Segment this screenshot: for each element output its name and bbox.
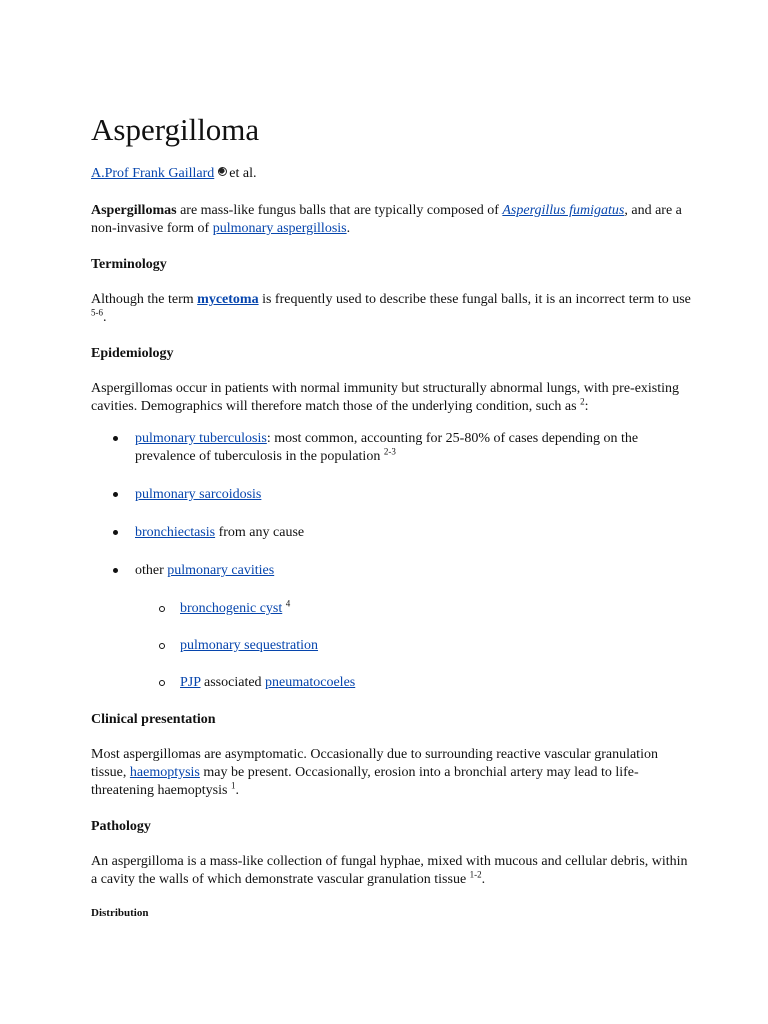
- terminology-paragraph: [91, 291, 691, 327]
- heading-clinical-presentation: Clinical presentation: [91, 712, 216, 727]
- link-pulmonary-aspergillosis[interactable]: pulmonary aspergillosis: [212, 221, 347, 236]
- list-item: [91, 562, 691, 692]
- clinical-text: .: [235, 783, 239, 798]
- reference-marker[interactable]: 1: [230, 780, 236, 791]
- list-item: [91, 486, 691, 504]
- link-pulmonary-sarcoidosis[interactable]: pulmonary sarcoidosis: [135, 487, 262, 502]
- list-item: [135, 637, 691, 655]
- clinical-text: Most aspergillomas are asymptomatic. Occasionally due to surrounding reactive vascular granulation tissue,: [91, 747, 658, 780]
- heading-terminology: Terminology: [91, 257, 167, 272]
- bullet-icon: [113, 530, 118, 535]
- intro-text: , and are a non-invasive form of: [91, 203, 682, 236]
- terminology-text: Although the term: [91, 292, 198, 307]
- reference-marker[interactable]: 1-2: [469, 869, 482, 880]
- reference-marker[interactable]: 4: [285, 598, 291, 609]
- user-icon: [218, 167, 227, 176]
- circle-bullet-icon: [159, 606, 165, 612]
- list-item: [91, 430, 691, 466]
- intro-bold-term: Aspergillomas: [91, 203, 177, 218]
- link-pulmonary-tuberculosis[interactable]: pulmonary tuberculosis: [135, 431, 267, 446]
- terminology-text: is frequently used to describe these fungal balls, it is an incorrect term to use: [258, 292, 691, 307]
- list-item: [135, 674, 691, 692]
- list-item-text: other: [135, 563, 168, 578]
- link-haemoptysis[interactable]: haemoptysis: [129, 765, 200, 780]
- page-title: Aspergilloma: [91, 112, 260, 147]
- list-item-text: from any cause: [215, 525, 305, 540]
- epidemiology-text: :: [584, 399, 589, 414]
- author-line: [91, 165, 691, 183]
- cavity-sublist: [135, 600, 691, 692]
- pathology-paragraph: [91, 853, 691, 889]
- intro-text: are mass-like fungus balls that are typically composed of: [176, 203, 503, 218]
- list-item: [91, 524, 691, 542]
- terminology-text: .: [103, 310, 107, 325]
- heading-pathology: Pathology: [91, 819, 151, 834]
- reference-marker[interactable]: 2: [580, 396, 585, 407]
- link-label: Aspergillus fumigatus: [502, 203, 625, 218]
- cause-list: [91, 430, 691, 692]
- reference-marker[interactable]: 2-3: [383, 446, 396, 457]
- bullet-icon: [113, 568, 118, 573]
- intro-paragraph: [91, 202, 691, 238]
- link-pulmonary-sequestration[interactable]: pulmonary sequestration: [180, 638, 319, 653]
- heading-distribution: Distribution: [91, 907, 149, 919]
- intro-text: .: [346, 221, 351, 236]
- link-aspergillus-fumigatus[interactable]: [502, 203, 624, 218]
- circle-bullet-icon: [159, 643, 165, 649]
- link-pulmonary-cavities[interactable]: pulmonary cavities: [167, 563, 275, 578]
- pathology-text: An aspergilloma is a mass-like collection of fungal hyphae, mixed with mucous and cellular debris, within a cavity the walls of which demonstrate vascular granulation tissue: [91, 854, 688, 887]
- clinical-text: may be present. Occasionally, erosion into a bronchial artery may lead to life-threatening haemoptysis: [91, 765, 639, 798]
- link-bronchogenic-cyst[interactable]: bronchogenic cyst: [180, 601, 283, 616]
- clinical-paragraph: [91, 746, 691, 800]
- list-item-text: associated: [200, 675, 266, 690]
- author-suffix: et al.: [229, 166, 257, 181]
- author-link[interactable]: A.Prof Frank Gaillard: [91, 166, 215, 181]
- list-item-text: : most common, accounting for 25-80% of cases depending on the prevalence of tuberculosis in the population: [135, 431, 639, 464]
- link-pneumatocoeles[interactable]: pneumatocoeles: [265, 675, 356, 690]
- link-pjp[interactable]: PJP: [180, 675, 201, 690]
- article: [91, 112, 691, 920]
- link-mycetoma[interactable]: mycetoma: [197, 292, 259, 307]
- epidemiology-text: Aspergillomas occur in patients with normal immunity but structurally abnormal lungs, with pre-existing cavities. Demographics will therefore match those of the underlying condition, such as: [91, 381, 680, 414]
- bullet-icon: [113, 436, 118, 441]
- pathology-text: .: [481, 872, 486, 887]
- bullet-icon: [113, 492, 118, 497]
- epidemiology-paragraph: [91, 380, 691, 416]
- list-item: [135, 600, 691, 618]
- heading-epidemiology: Epidemiology: [91, 346, 174, 361]
- reference-marker[interactable]: 5-6: [91, 307, 103, 318]
- link-bronchiectasis[interactable]: bronchiectasis: [135, 525, 216, 540]
- circle-bullet-icon: [159, 680, 165, 686]
